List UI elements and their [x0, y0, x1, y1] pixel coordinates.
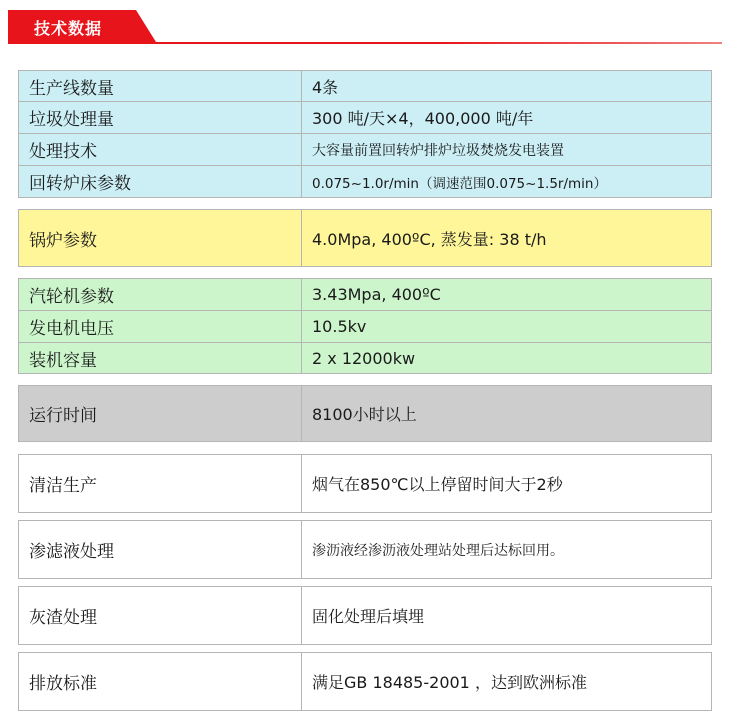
- spec-row: [18, 209, 712, 267]
- spec-label: 排放标准: [19, 653, 302, 710]
- spec-value: 固化处理后填埋: [312, 607, 425, 626]
- spec-label: 发电机电压: [19, 311, 302, 342]
- section-title: 技术数据: [34, 19, 103, 38]
- spec-value: 2 x 12000kw: [312, 348, 416, 368]
- spec-row: [18, 454, 712, 513]
- spec-row: [18, 165, 712, 198]
- spec-value: 大容量前置回转炉排炉垃圾焚烧发电装置: [312, 142, 564, 159]
- spec-label: 回转炉床参数: [19, 166, 302, 197]
- spec-row: [18, 310, 712, 343]
- spec-value: 3.43Mpa, 400ºC: [312, 285, 441, 304]
- spec-value: 10.5kv: [312, 317, 367, 336]
- spec-row: [18, 586, 712, 645]
- spec-row: [18, 342, 712, 374]
- spec-row: [18, 70, 712, 102]
- spec-label: 生产线数量: [19, 71, 302, 101]
- spec-label: 运行时间: [19, 386, 302, 441]
- spec-label: 锅炉参数: [19, 210, 302, 266]
- spec-label: 渗滤液处理: [19, 521, 302, 578]
- spec-label: 清洁生产: [19, 455, 302, 512]
- spec-row: [18, 101, 712, 134]
- spec-value: 300 吨/天×4，400,000 吨/年: [312, 109, 534, 128]
- spec-row: [18, 520, 712, 579]
- spec-label: 垃圾处理量: [19, 102, 302, 133]
- spec-value: 4.0Mpa, 400ºC, 蒸发量: 38 t/h: [312, 229, 547, 249]
- spec-value: 4条: [312, 77, 339, 97]
- spec-label: 装机容量: [19, 343, 302, 373]
- spec-value: 烟气在850℃以上停留时间大于2秒: [312, 475, 563, 494]
- spec-row: [18, 652, 712, 711]
- spec-label: 灰渣处理: [19, 587, 302, 644]
- section-header: [8, 0, 722, 50]
- spec-label: 汽轮机参数: [19, 279, 302, 310]
- spec-row: [18, 385, 712, 442]
- spec-label: 处理技术: [19, 134, 302, 165]
- spec-row: [18, 133, 712, 166]
- spec-value: 满足GB 18485-2001 ，达到欧洲标准: [312, 673, 587, 692]
- spec-row: [18, 278, 712, 311]
- header-underline: [8, 42, 722, 44]
- spec-value: 0.075~1.0r/min（调速范围0.075~1.5r/min）: [312, 175, 607, 192]
- spec-value: 8100小时以上: [312, 405, 417, 424]
- spec-value: 渗沥液经渗沥液处理站处理后达标回用。: [312, 542, 564, 559]
